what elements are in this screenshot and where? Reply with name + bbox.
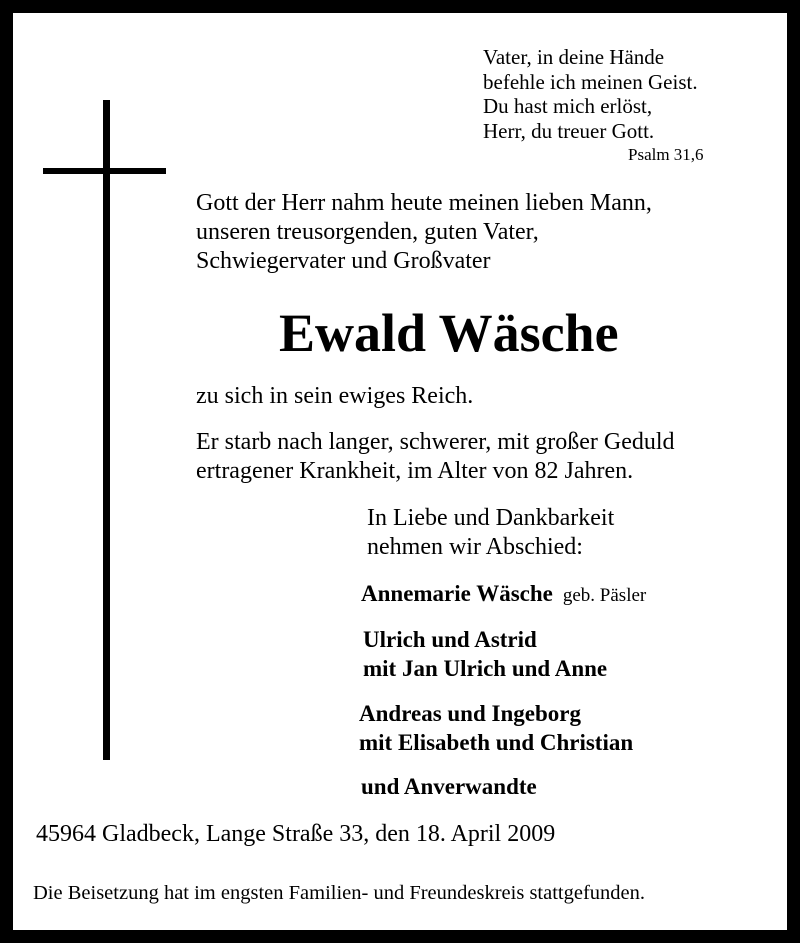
deceased-name: Ewald Wäsche	[279, 303, 619, 363]
details-line: ertragener Krankheit, im Alter von 82 Jahren.	[196, 458, 634, 484]
details-line: Er starb nach langer, schwerer, mit großer Geduld	[196, 429, 675, 455]
after-name-text: zu sich in sein ewiges Reich.	[196, 383, 474, 409]
widow-name: Annemarie Wäsche	[361, 581, 553, 606]
widow-maiden-name: geb. Päsler	[562, 585, 647, 606]
verse-line: befehle ich meinen Geist.	[483, 70, 698, 94]
verse-line: Du hast mich erlöst,	[483, 94, 653, 118]
mourner-widow	[361, 582, 646, 605]
funeral-note: Die Beisetzung hat im engsten Familien- und Freundeskreis stattgefunden.	[33, 882, 646, 904]
cross-icon-vertical	[103, 100, 110, 760]
verse-line: Vater, in deine Hände	[483, 45, 665, 69]
intro-line: Gott der Herr nahm heute meinen lieben Mann,	[196, 190, 652, 216]
mourner-family-line: Andreas und Ingeborg	[359, 701, 581, 726]
farewell-line: nehmen wir Abschied:	[367, 534, 583, 560]
verse-reference: Psalm 31,6	[628, 145, 704, 164]
mourner-family-line: mit Elisabeth und Christian	[359, 730, 634, 755]
mourner-family-line: Ulrich und Astrid	[363, 627, 537, 652]
intro-line: unseren treusorgenden, guten Vater,	[196, 219, 539, 245]
mourner-relatives: und Anverwandte	[361, 774, 537, 799]
cross-icon-horizontal	[43, 168, 166, 174]
mourner-family-line: mit Jan Ulrich und Anne	[363, 656, 608, 681]
verse-line: Herr, du treuer Gott.	[483, 119, 655, 143]
address-date: 45964 Gladbeck, Lange Straße 33, den 18. April 2009	[36, 821, 556, 847]
intro-line: Schwiegervater und Großvater	[196, 248, 491, 274]
farewell-line: In Liebe und Dankbarkeit	[367, 505, 615, 531]
